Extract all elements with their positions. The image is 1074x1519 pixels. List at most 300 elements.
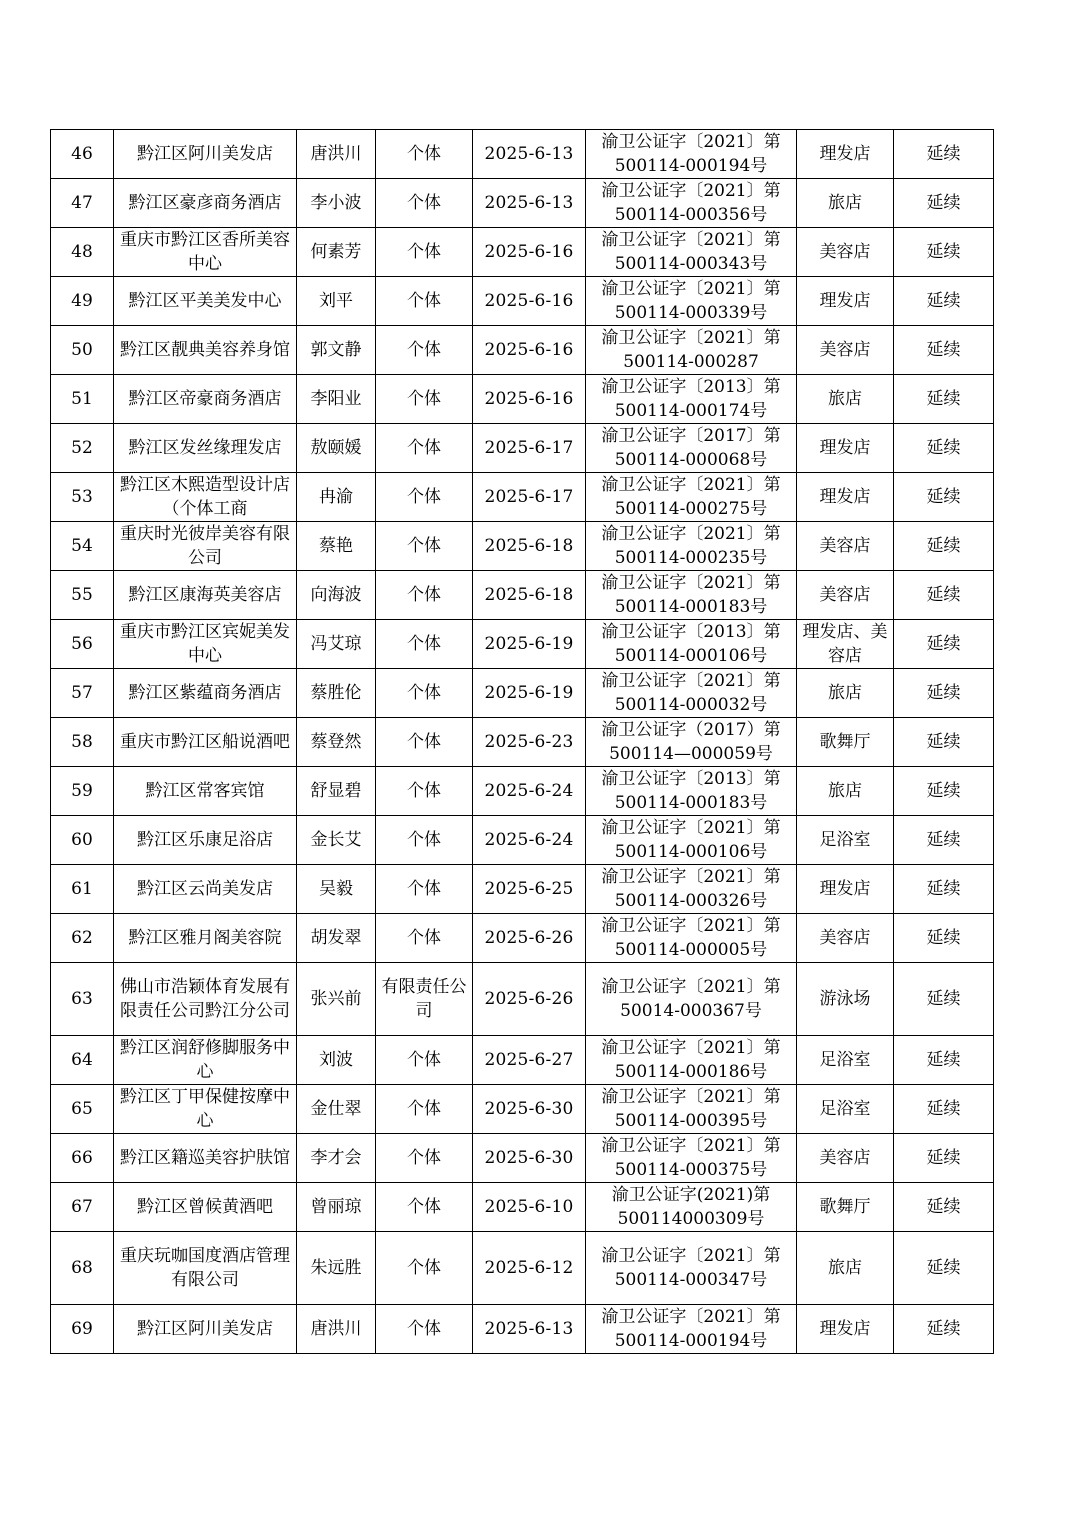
responsible-person-cell xyxy=(297,1183,376,1232)
action-text: 延续 xyxy=(926,1319,961,1339)
business-type-cell xyxy=(376,865,473,914)
action-text: 延续 xyxy=(926,928,961,948)
business-name-cell xyxy=(114,326,297,375)
table-row xyxy=(51,620,994,669)
action-cell xyxy=(894,1183,994,1232)
action-text: 延续 xyxy=(926,340,961,360)
permit-line-1: 渝卫公证字〔2021〕第 xyxy=(601,1136,781,1156)
business-type-cell xyxy=(376,816,473,865)
category-text: 足浴室 xyxy=(819,1099,871,1119)
records-table xyxy=(50,129,994,1354)
permit-line-1: 渝卫公证字〔2021〕第 xyxy=(601,524,781,544)
row-number-cell xyxy=(51,326,114,375)
action-text: 延续 xyxy=(926,1258,961,1278)
date-cell xyxy=(473,1183,586,1232)
category-text: 美容店 xyxy=(819,928,871,948)
row-number-text: 59 xyxy=(71,781,93,801)
date-text: 2025-6-24 xyxy=(484,830,574,850)
category-cell xyxy=(797,571,894,620)
date-text: 2025-6-23 xyxy=(484,732,574,752)
date-text: 2025-6-19 xyxy=(484,683,574,703)
category-cell xyxy=(797,130,894,179)
business-name-text: 重庆市黔江区宾妮美发中心 xyxy=(120,622,290,666)
date-cell xyxy=(473,228,586,277)
date-text: 2025-6-17 xyxy=(484,438,574,458)
table-row xyxy=(51,571,994,620)
responsible-person-text: 胡发翠 xyxy=(310,928,362,948)
business-type-cell xyxy=(376,228,473,277)
row-number-cell xyxy=(51,1183,114,1232)
date-cell xyxy=(473,718,586,767)
business-name-cell xyxy=(114,1305,297,1354)
responsible-person-text: 冉渝 xyxy=(319,487,353,507)
permit-number-cell xyxy=(586,424,797,473)
responsible-person-cell xyxy=(297,277,376,326)
action-cell xyxy=(894,669,994,718)
table-row xyxy=(51,228,994,277)
action-cell xyxy=(894,571,994,620)
permit-line-1: 渝卫公证字〔2021〕第 xyxy=(601,671,781,691)
row-number-cell xyxy=(51,816,114,865)
permit-line-1: 渝卫公证字〔2021〕第 xyxy=(601,328,781,348)
row-number-text: 54 xyxy=(71,536,93,556)
business-name-cell xyxy=(114,1183,297,1232)
business-type-cell xyxy=(376,424,473,473)
responsible-person-cell xyxy=(297,522,376,571)
business-name-text: 黔江区云尚美发店 xyxy=(137,879,273,899)
permit-line-2: 500114-000194号 xyxy=(614,1331,768,1351)
responsible-person-cell xyxy=(297,865,376,914)
responsible-person-text: 舒显碧 xyxy=(310,781,362,801)
action-text: 延续 xyxy=(926,193,961,213)
permit-line-1: 渝卫公证字〔2021〕第 xyxy=(601,1087,781,1107)
permit-line-2: 500114-000326号 xyxy=(614,891,768,911)
business-name-cell xyxy=(114,522,297,571)
permit-line-2: 500114-000005号 xyxy=(614,940,768,960)
responsible-person-cell xyxy=(297,1305,376,1354)
category-text: 旅店 xyxy=(828,193,862,213)
table-row xyxy=(51,865,994,914)
date-cell xyxy=(473,375,586,424)
permit-line-1: 渝卫公证字〔2021〕第 xyxy=(601,818,781,838)
permit-number-cell xyxy=(586,375,797,424)
permit-number-cell xyxy=(586,914,797,963)
row-number-text: 58 xyxy=(71,732,93,752)
business-name-text: 黔江区雅月阁美容院 xyxy=(128,928,282,948)
date-text: 2025-6-16 xyxy=(484,242,574,262)
business-name-cell xyxy=(114,228,297,277)
permit-number-cell xyxy=(586,326,797,375)
permit-number-cell xyxy=(586,620,797,669)
action-cell xyxy=(894,816,994,865)
row-number-text: 64 xyxy=(71,1050,93,1070)
permit-number-cell xyxy=(586,1134,797,1183)
permit-line-2: 500114-000395号 xyxy=(614,1111,768,1131)
permit-number-cell xyxy=(586,669,797,718)
business-name-cell xyxy=(114,1036,297,1085)
business-type-cell xyxy=(376,1305,473,1354)
permit-line-1: 渝卫公证字〔2021〕第 xyxy=(601,867,781,887)
business-type-text: 个体 xyxy=(407,1319,441,1339)
action-text: 延续 xyxy=(926,989,961,1009)
table-row xyxy=(51,326,994,375)
category-cell xyxy=(797,816,894,865)
date-text: 2025-6-27 xyxy=(484,1050,574,1070)
table-row xyxy=(51,277,994,326)
row-number-cell xyxy=(51,1305,114,1354)
permit-number-cell xyxy=(586,473,797,522)
action-text: 延续 xyxy=(926,830,961,850)
permit-line-2: 500114—000059号 xyxy=(609,744,773,764)
action-cell xyxy=(894,179,994,228)
permit-line-1: 渝卫公证字〔2021〕第 xyxy=(601,1246,781,1266)
category-text: 旅店 xyxy=(828,683,862,703)
row-number-text: 52 xyxy=(71,438,93,458)
permit-line-1: 渝卫公证字〔2013〕第 xyxy=(601,769,781,789)
category-cell xyxy=(797,669,894,718)
row-number-text: 67 xyxy=(71,1197,93,1217)
permit-line-1: 渝卫公证字〔2021〕第 xyxy=(601,977,781,997)
business-type-cell xyxy=(376,1036,473,1085)
action-text: 延续 xyxy=(926,1197,961,1217)
permit-line-2: 500114000309号 xyxy=(617,1209,765,1229)
business-name-text: 重庆玩咖国度酒店管理有限公司 xyxy=(120,1246,290,1290)
row-number-cell xyxy=(51,767,114,816)
business-name-cell xyxy=(114,620,297,669)
business-type-text: 个体 xyxy=(407,389,441,409)
category-text: 歌舞厅 xyxy=(819,732,871,752)
business-name-cell xyxy=(114,424,297,473)
row-number-cell xyxy=(51,130,114,179)
date-text: 2025-6-16 xyxy=(484,389,574,409)
row-number-text: 68 xyxy=(71,1258,93,1278)
business-type-cell xyxy=(376,375,473,424)
row-number-cell xyxy=(51,424,114,473)
category-cell xyxy=(797,228,894,277)
date-cell xyxy=(473,1085,586,1134)
permit-number-cell xyxy=(586,718,797,767)
responsible-person-cell xyxy=(297,424,376,473)
responsible-person-text: 刘波 xyxy=(319,1050,353,1070)
action-text: 延续 xyxy=(926,781,961,801)
table-row xyxy=(51,130,994,179)
permit-number-cell xyxy=(586,1183,797,1232)
responsible-person-text: 吴毅 xyxy=(319,879,353,899)
permit-line-2: 500114-000183号 xyxy=(614,793,768,813)
permit-line-1: 渝卫公证字〔2021〕第 xyxy=(601,475,781,495)
business-name-text: 黔江区木熙造型设计店（个体工商 xyxy=(120,475,290,519)
action-text: 延续 xyxy=(926,732,961,752)
row-number-text: 48 xyxy=(71,242,93,262)
date-text: 2025-6-16 xyxy=(484,340,574,360)
date-text: 2025-6-16 xyxy=(484,291,574,311)
date-text: 2025-6-25 xyxy=(484,879,574,899)
business-name-text: 黔江区润舒修脚服务中心 xyxy=(120,1038,290,1082)
business-name-cell xyxy=(114,767,297,816)
date-text: 2025-6-13 xyxy=(484,193,574,213)
business-type-cell xyxy=(376,669,473,718)
business-name-cell xyxy=(114,1134,297,1183)
action-cell xyxy=(894,1232,994,1305)
date-text: 2025-6-13 xyxy=(484,144,574,164)
action-text: 延续 xyxy=(926,536,961,556)
responsible-person-cell xyxy=(297,718,376,767)
date-cell xyxy=(473,179,586,228)
business-name-text: 黔江区康海英美容店 xyxy=(128,585,282,605)
row-number-cell xyxy=(51,1134,114,1183)
business-name-text: 黔江区丁甲保健按摩中心 xyxy=(120,1087,290,1131)
permit-line-2: 500114-000174号 xyxy=(614,401,768,421)
responsible-person-cell xyxy=(297,179,376,228)
table-row xyxy=(51,816,994,865)
permit-number-cell xyxy=(586,816,797,865)
action-cell xyxy=(894,865,994,914)
permit-line-1: 渝卫公证字〔2013〕第 xyxy=(601,622,781,642)
action-cell xyxy=(894,326,994,375)
action-cell xyxy=(894,1085,994,1134)
date-cell xyxy=(473,669,586,718)
permit-number-cell xyxy=(586,865,797,914)
permit-line-2: 500114-000375号 xyxy=(614,1160,768,1180)
table-row xyxy=(51,767,994,816)
business-type-text: 个体 xyxy=(407,487,441,507)
business-name-cell xyxy=(114,865,297,914)
row-number-text: 56 xyxy=(71,634,93,654)
business-type-text: 个体 xyxy=(407,781,441,801)
action-cell xyxy=(894,963,994,1036)
category-cell xyxy=(797,718,894,767)
business-type-text: 个体 xyxy=(407,242,441,262)
category-cell xyxy=(797,375,894,424)
date-cell xyxy=(473,914,586,963)
permit-line-2: 500114-000347号 xyxy=(614,1270,768,1290)
business-type-cell xyxy=(376,914,473,963)
business-type-cell xyxy=(376,718,473,767)
table-row xyxy=(51,963,994,1036)
responsible-person-cell xyxy=(297,1036,376,1085)
business-type-text: 个体 xyxy=(407,1258,441,1278)
business-name-text: 黔江区平美美发中心 xyxy=(128,291,282,311)
row-number-text: 60 xyxy=(71,830,93,850)
permit-line-1: 渝卫公证字(2021)第 xyxy=(611,1185,771,1205)
responsible-person-text: 敖颐媛 xyxy=(310,438,362,458)
date-text: 2025-6-17 xyxy=(484,487,574,507)
date-text: 2025-6-19 xyxy=(484,634,574,654)
business-name-cell xyxy=(114,718,297,767)
permit-number-cell xyxy=(586,228,797,277)
date-cell xyxy=(473,620,586,669)
row-number-text: 53 xyxy=(71,487,93,507)
row-number-text: 49 xyxy=(71,291,93,311)
action-cell xyxy=(894,522,994,571)
date-cell xyxy=(473,767,586,816)
category-cell xyxy=(797,767,894,816)
action-cell xyxy=(894,1305,994,1354)
responsible-person-text: 何素芳 xyxy=(310,242,362,262)
date-cell xyxy=(473,816,586,865)
category-text: 理发店 xyxy=(819,1319,871,1339)
category-cell xyxy=(797,424,894,473)
date-cell xyxy=(473,963,586,1036)
business-name-cell xyxy=(114,130,297,179)
category-text: 美容店 xyxy=(819,536,871,556)
records-body xyxy=(51,130,994,1354)
business-type-cell xyxy=(376,767,473,816)
action-text: 延续 xyxy=(926,634,961,654)
date-cell xyxy=(473,424,586,473)
permit-line-2: 500114-000194号 xyxy=(614,156,768,176)
responsible-person-cell xyxy=(297,963,376,1036)
action-cell xyxy=(894,277,994,326)
permit-line-2: 50014-000367号 xyxy=(620,1001,762,1021)
permit-number-cell xyxy=(586,277,797,326)
responsible-person-text: 金仕翠 xyxy=(310,1099,362,1119)
business-type-cell xyxy=(376,522,473,571)
responsible-person-cell xyxy=(297,669,376,718)
business-type-text: 个体 xyxy=(407,732,441,752)
responsible-person-text: 蔡胜伦 xyxy=(310,683,362,703)
row-number-cell xyxy=(51,228,114,277)
date-text: 2025-6-26 xyxy=(484,928,574,948)
action-cell xyxy=(894,473,994,522)
permit-line-1: 渝卫公证字〔2021〕第 xyxy=(601,1038,781,1058)
date-cell xyxy=(473,326,586,375)
date-cell xyxy=(473,1134,586,1183)
row-number-cell xyxy=(51,571,114,620)
table-row xyxy=(51,1232,994,1305)
date-text: 2025-6-10 xyxy=(484,1197,574,1217)
business-name-cell xyxy=(114,375,297,424)
responsible-person-cell xyxy=(297,1085,376,1134)
action-text: 延续 xyxy=(926,1148,961,1168)
category-cell xyxy=(797,1232,894,1305)
business-name-text: 黔江区乐康足浴店 xyxy=(137,830,273,850)
row-number-cell xyxy=(51,620,114,669)
business-type-text: 个体 xyxy=(407,683,441,703)
row-number-cell xyxy=(51,375,114,424)
responsible-person-text: 蔡登然 xyxy=(310,732,362,752)
permit-line-1: 渝卫公证字〔2021〕第 xyxy=(601,132,781,152)
permit-line-2: 500114-000275号 xyxy=(614,499,768,519)
permit-line-2: 500114-000068号 xyxy=(614,450,768,470)
business-type-text: 个体 xyxy=(407,536,441,556)
table-row xyxy=(51,1036,994,1085)
table-row xyxy=(51,522,994,571)
category-text: 游泳场 xyxy=(819,989,871,1009)
row-number-text: 62 xyxy=(71,928,93,948)
category-text: 理发店 xyxy=(819,144,871,164)
action-text: 延续 xyxy=(926,144,961,164)
permit-number-cell xyxy=(586,1085,797,1134)
row-number-text: 55 xyxy=(71,585,93,605)
category-cell xyxy=(797,1085,894,1134)
business-name-text: 黔江区豪彦商务酒店 xyxy=(128,193,282,213)
action-text: 延续 xyxy=(926,438,961,458)
permit-number-cell xyxy=(586,179,797,228)
category-cell xyxy=(797,914,894,963)
row-number-cell xyxy=(51,963,114,1036)
action-text: 延续 xyxy=(926,1099,961,1119)
business-type-text: 个体 xyxy=(407,1099,441,1119)
business-type-cell xyxy=(376,1134,473,1183)
action-cell xyxy=(894,228,994,277)
date-text: 2025-6-30 xyxy=(484,1148,574,1168)
category-cell xyxy=(797,1183,894,1232)
business-name-text: 黔江区靓典美容养身馆 xyxy=(120,340,290,360)
table-row xyxy=(51,914,994,963)
date-text: 2025-6-24 xyxy=(484,781,574,801)
row-number-cell xyxy=(51,1232,114,1305)
business-name-text: 黔江区阿川美发店 xyxy=(137,1319,273,1339)
category-text: 美容店 xyxy=(819,1148,871,1168)
business-name-cell xyxy=(114,277,297,326)
business-name-text: 黔江区常客宾馆 xyxy=(145,781,265,801)
category-text: 美容店 xyxy=(819,340,871,360)
business-type-cell xyxy=(376,963,473,1036)
business-name-cell xyxy=(114,816,297,865)
date-cell xyxy=(473,571,586,620)
business-type-text: 个体 xyxy=(407,340,441,360)
permit-number-cell xyxy=(586,522,797,571)
action-cell xyxy=(894,130,994,179)
action-text: 延续 xyxy=(926,242,961,262)
table-row xyxy=(51,1183,994,1232)
permit-line-2: 500114-000183号 xyxy=(614,597,768,617)
business-type-cell xyxy=(376,473,473,522)
category-cell xyxy=(797,1305,894,1354)
date-cell xyxy=(473,1036,586,1085)
business-name-text: 重庆时光彼岸美容有限公司 xyxy=(120,524,290,568)
business-type-cell xyxy=(376,277,473,326)
business-name-text: 黔江区紫蕴商务酒店 xyxy=(128,683,282,703)
category-text: 旅店 xyxy=(828,1258,862,1278)
date-cell xyxy=(473,1305,586,1354)
row-number-text: 65 xyxy=(71,1099,93,1119)
responsible-person-cell xyxy=(297,620,376,669)
row-number-text: 66 xyxy=(71,1148,93,1168)
table-row xyxy=(51,1085,994,1134)
date-cell xyxy=(473,1232,586,1305)
business-type-text: 个体 xyxy=(407,144,441,164)
row-number-cell xyxy=(51,1085,114,1134)
responsible-person-text: 唐洪川 xyxy=(310,1319,362,1339)
row-number-text: 63 xyxy=(71,989,93,1009)
business-name-text: 黔江区籍巡美容护肤馆 xyxy=(120,1148,290,1168)
permit-line-1: 渝卫公证字〔2021〕第 xyxy=(601,573,781,593)
responsible-person-text: 金长艾 xyxy=(310,830,362,850)
business-name-cell xyxy=(114,963,297,1036)
category-text: 美容店 xyxy=(819,585,871,605)
category-cell xyxy=(797,473,894,522)
category-text: 理发店 xyxy=(819,487,871,507)
action-text: 延续 xyxy=(926,683,961,703)
responsible-person-text: 朱远胜 xyxy=(310,1258,362,1278)
responsible-person-cell xyxy=(297,228,376,277)
business-type-text: 有限责任公司 xyxy=(381,977,467,1021)
permit-line-1: 渝卫公证字（2017）第 xyxy=(601,720,781,740)
row-number-cell xyxy=(51,669,114,718)
category-text: 理发店 xyxy=(819,879,871,899)
responsible-person-cell xyxy=(297,767,376,816)
action-cell xyxy=(894,1036,994,1085)
category-cell xyxy=(797,963,894,1036)
business-type-text: 个体 xyxy=(407,438,441,458)
row-number-cell xyxy=(51,473,114,522)
row-number-text: 47 xyxy=(71,193,93,213)
date-cell xyxy=(473,473,586,522)
responsible-person-text: 李才会 xyxy=(310,1148,362,1168)
date-text: 2025-6-18 xyxy=(484,585,574,605)
